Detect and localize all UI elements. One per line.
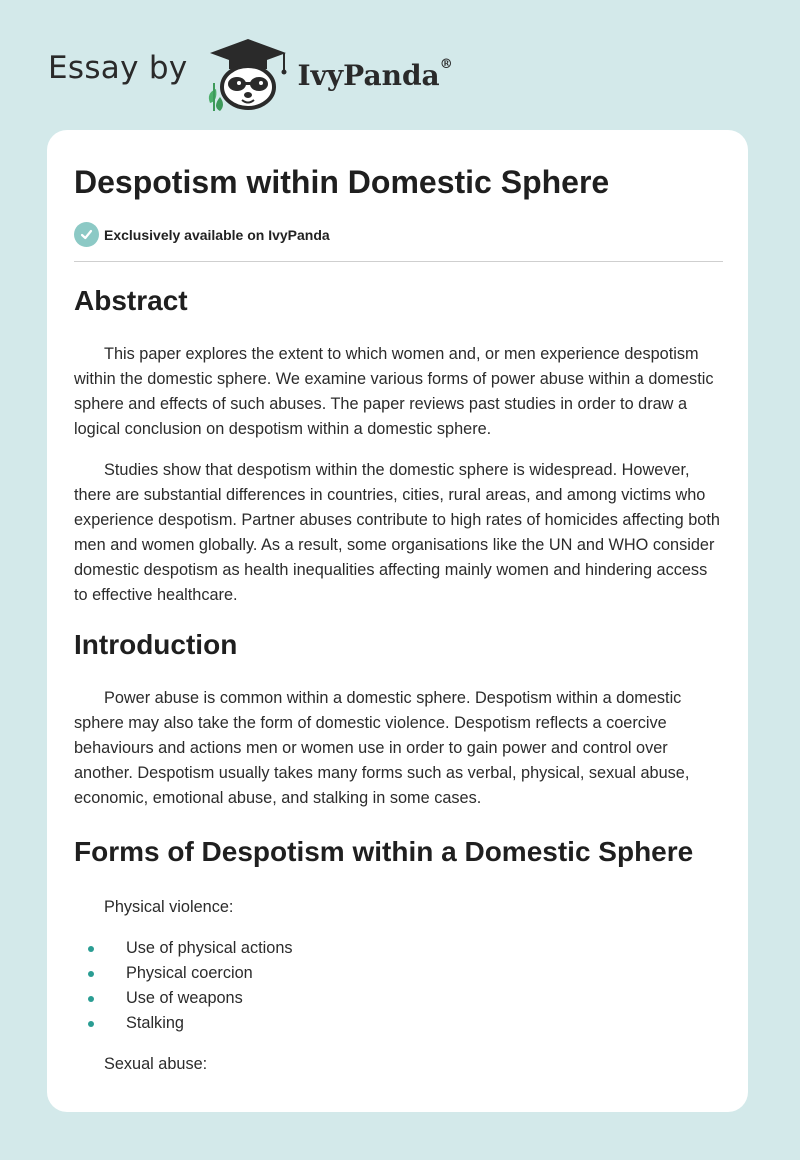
introduction-heading: Introduction [74,629,238,660]
essay-content [74,280,723,1077]
brand-name[interactable]: IvyPanda® [297,56,453,92]
paragraph: Studies show that despotism within the domestic sphere is widespread. However, there are substantial differences in countries, cities, rural areas, and among victims who experience despotism. Partner abuses contribute to high rates of homicides affecting both men and women globally. As a result, some organisations like the UN and WHO consider domestic despotism as health inequalities affecting mainly women and hindering access to effective healthcare. [74,461,720,604]
physical-violence-label: Physical violence: [104,898,234,916]
essay-card [47,130,748,1112]
sexual-abuse-label: Sexual abuse: [104,1055,208,1073]
section-introduction [74,624,723,811]
registered-mark: ® [439,56,453,72]
paragraph: Power abuse is common within a domestic sphere. Despotism within a domestic sphere may also take the form of domestic violence. Despotism reflects a coercive behaviours and actions men or women use in order to gain power and control over another. Despotism usually takes many forms such as verbal, physical, sexual abuse, economic, emotional abuse, and stalking in some cases. [74,689,690,807]
list-item: Stalking [74,1011,723,1036]
badge-label: Exclusively available on IvyPanda [104,226,330,243]
page-title: Despotism within Domestic Sphere [74,164,610,200]
bullet-icon [88,946,94,952]
section-forms [74,831,723,1077]
divider [74,261,723,262]
forms-heading: Forms of Despotism within a Domestic Sphere [74,836,694,867]
abstract-heading: Abstract [74,285,188,316]
site-header [48,34,453,114]
physical-violence-list [74,936,723,1036]
essay-by-label: Essay by [48,50,188,86]
list-item: Physical coercion [74,961,723,986]
bullet-icon [88,996,94,1002]
check-icon [74,222,99,247]
list-item: Use of weapons [74,986,723,1011]
panda-logo-icon[interactable] [202,37,294,111]
paragraph: This paper explores the extent to which women and, or men experience despotism within the domestic sphere. We examine various forms of power abuse within a domestic sphere and effects of such abuses. The paper reviews past studies in order to draw a logical conclusion on despotism within a domestic sphere. [74,345,714,438]
bullet-icon [88,1021,94,1027]
bullet-icon [88,971,94,977]
exclusive-badge [74,222,330,247]
section-abstract [74,280,723,608]
list-item: Use of physical actions [74,936,723,961]
